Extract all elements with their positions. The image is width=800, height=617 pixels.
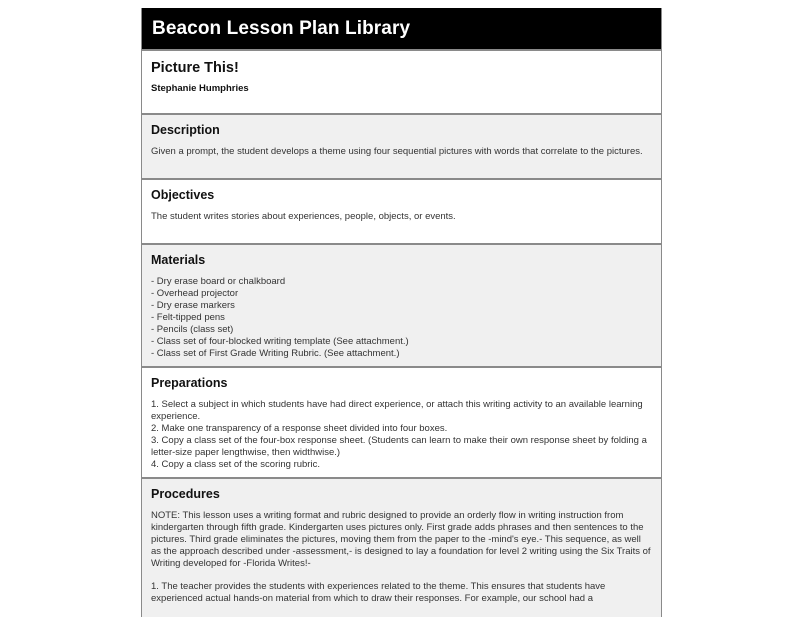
preparations-item: 3. Copy a class set of the four-box response sheet. (Students can learn to make their own response sheet by folding a letter-size paper lengthwise, then widthwise.)	[151, 435, 647, 458]
site-banner	[142, 8, 661, 49]
materials-item: - Class set of four-blocked writing template (See attachment.)	[151, 336, 409, 347]
materials-section	[142, 243, 661, 366]
procedures-note: NOTE: This lesson uses a writing format and rubric designed to provide an orderly flow in writing instruction from kindergarten through fifth grade. Kindergarten uses pictures only. First grade adds phrases and then sentences to the pictures. Third grade eliminates the pictures, moving them from the paper to the -mind's eye.- This sequence, as well as the approach described under -assessment,- is designed to lay a foundation for level 2 writing using the Six Traits of Writing developed for -Florida Writes!-	[151, 510, 651, 569]
procedures-heading: Procedures	[151, 487, 220, 501]
materials-item: - Dry erase board or chalkboard	[151, 276, 286, 287]
procedures-step: 1. The teacher provides the students with experiences related to the theme. This ensures that students have experienced actual hands-on material from which to draw their responses. For example, our school had a	[151, 581, 606, 604]
materials-item: - Felt-tipped pens	[151, 312, 225, 323]
procedures-section	[142, 477, 661, 617]
preparations-heading: Preparations	[151, 376, 228, 390]
materials-item: - Class set of First Grade Writing Rubric. (See attachment.)	[151, 348, 400, 359]
preparations-section	[142, 366, 661, 477]
materials-item: - Pencils (class set)	[151, 324, 234, 335]
objectives-text: The student writes stories about experiences, people, objects, or events.	[151, 211, 456, 222]
preparations-item: 4. Copy a class set of the scoring rubric.	[151, 459, 320, 470]
materials-list	[151, 276, 652, 360]
description-text: Given a prompt, the student develops a theme using four sequential pictures with words that correlate to the pictures.	[151, 146, 643, 157]
site-title: Beacon Lesson Plan Library	[152, 18, 411, 39]
materials-item: - Dry erase markers	[151, 300, 235, 311]
objectives-heading: Objectives	[151, 188, 215, 202]
objectives-section	[142, 178, 661, 243]
preparations-item: 2. Make one transparency of a response sheet divided into four boxes.	[151, 423, 448, 434]
lesson-author: Stephanie Humphries	[151, 83, 249, 94]
materials-item: - Overhead projector	[151, 288, 239, 299]
lesson-page	[141, 8, 662, 617]
preparations-item: 1. Select a subject in which students have had direct experience, or attach this writing activity to an available learning experience.	[151, 399, 643, 422]
description-heading: Description	[151, 123, 220, 137]
description-section	[142, 113, 661, 178]
lesson-title: Picture This!	[151, 60, 239, 76]
materials-heading: Materials	[151, 253, 206, 267]
lesson-header	[142, 49, 661, 113]
preparations-list	[151, 399, 652, 471]
